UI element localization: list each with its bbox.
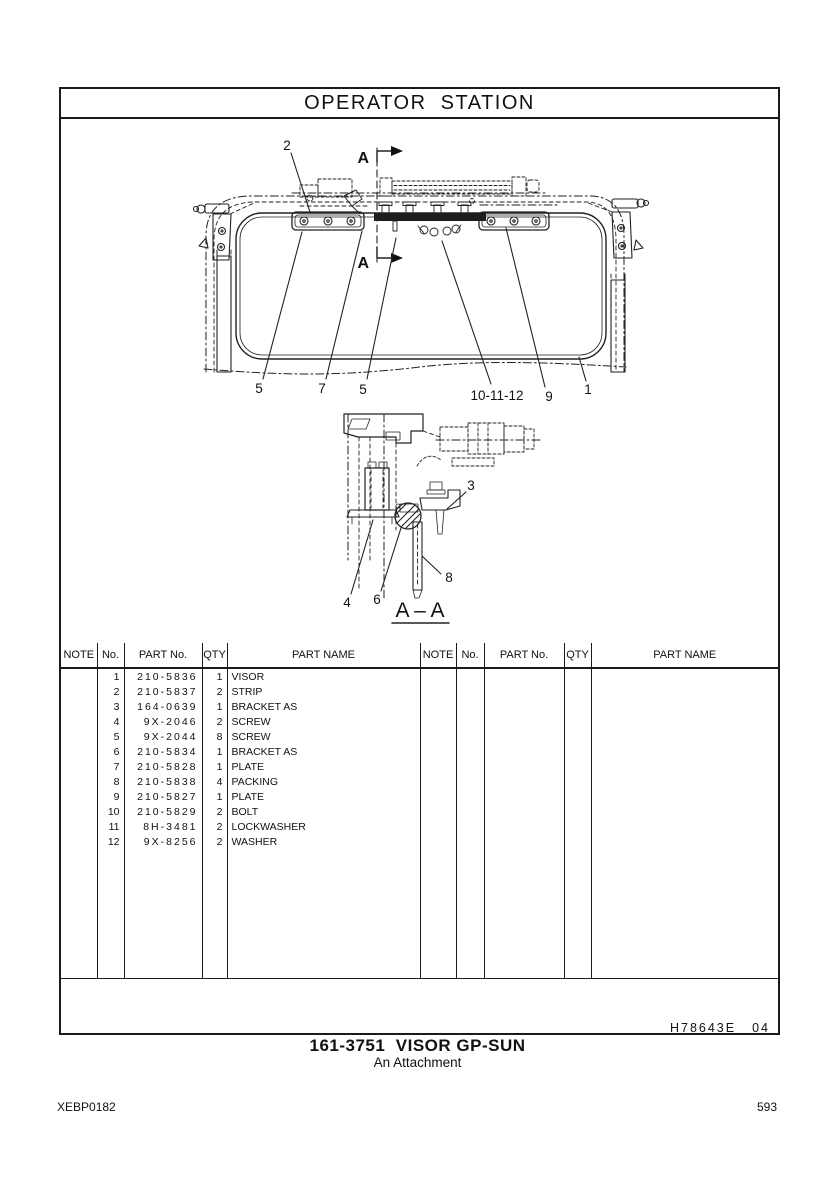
table-filler-row: [61, 849, 778, 979]
hatch-band-right: [611, 280, 625, 372]
table-header-row: [61, 643, 778, 668]
drawing-revision: 04: [752, 1021, 770, 1035]
table-row: 8 210-5838 4 PACKING: [61, 774, 778, 789]
section-view-a-a: [343, 414, 540, 623]
section-line: [357, 146, 403, 272]
table-row: 6 210-5834 1 BRACKET AS: [61, 744, 778, 759]
table-row: 10 210-5829 2 BOLT: [61, 804, 778, 819]
callout-1: 1: [584, 382, 592, 397]
drawing-code-number: H78643E: [669, 1021, 737, 1035]
visor-outline: [236, 213, 606, 359]
page-number: 593: [756, 1100, 777, 1114]
callouts-main: [255, 138, 592, 404]
header-qty-right: QTY: [564, 643, 591, 668]
callout-3: 3: [467, 478, 475, 493]
callout-5-mid: 5: [359, 382, 367, 397]
callout-7: 7: [318, 381, 326, 396]
header-partno-left: PART No.: [124, 643, 202, 668]
section-marker-a-bottom: A: [357, 255, 369, 272]
strip-left: [292, 212, 364, 230]
mirror-bracket-right: [588, 199, 649, 258]
table-row: 1 210-5836 1 VISOR: [61, 668, 778, 684]
page-caption: [59, 1036, 776, 1070]
page-title: OPERATOR STATION: [304, 91, 535, 114]
cab-phantom-outline: [206, 196, 624, 372]
callout-10-11-12: 10-11-12: [470, 388, 524, 403]
cab-inner-outline: [214, 202, 616, 372]
callout-6: 6: [373, 592, 381, 607]
mounting-rail: [374, 202, 486, 236]
header-no-right: No.: [456, 643, 484, 668]
table-row: 4 9X-2046 2 SCREW: [61, 714, 778, 729]
cab-front-view: [194, 138, 649, 404]
assembly-diagram: [60, 119, 779, 643]
table-row: 5 9X-2044 8 SCREW: [61, 729, 778, 744]
visor-inner-line: [240, 217, 602, 355]
section-title: A – A: [395, 599, 445, 622]
wiper-motor-section: [417, 423, 540, 466]
table-row: 3 164-0639 1 BRACKET AS: [61, 699, 778, 714]
header-note-left: NOTE: [61, 643, 97, 668]
bracket-assembly: [347, 462, 400, 524]
table-row: 7 210-5828 1 PLATE: [61, 759, 778, 774]
header-no-left: No.: [97, 643, 124, 668]
header-partname-left: PART NAME: [227, 643, 420, 668]
callout-8: 8: [445, 570, 453, 585]
parts-table: [61, 643, 778, 979]
caption-part-title: 161-3751 VISOR GP-SUN: [309, 1036, 526, 1055]
mirror-bracket-left: [194, 203, 255, 260]
section-marker-a-top: A: [357, 150, 369, 167]
strip-right: [479, 212, 549, 230]
table-row: 11 8H-3481 2 LOCKWASHER: [61, 819, 778, 834]
hatch-band-left: [217, 256, 231, 372]
callout-4: 4: [343, 595, 351, 610]
callout-9: 9: [545, 389, 553, 404]
form-number: XEBP0182: [57, 1100, 116, 1114]
title-band: [59, 87, 780, 119]
mount-bracket-right: [420, 482, 460, 534]
caption-attachment-note: An Attachment: [373, 1055, 462, 1070]
header-partname-right: PART NAME: [591, 643, 778, 668]
callout-5-left: 5: [255, 381, 263, 396]
header-note-right: NOTE: [420, 643, 456, 668]
header-partno-right: PART No.: [484, 643, 564, 668]
callouts-section: [343, 478, 475, 610]
table-row: 12 9X-8256 2 WASHER: [61, 834, 778, 849]
table-row: 9 210-5827 1 PLATE: [61, 789, 778, 804]
callout-2: 2: [283, 138, 291, 153]
packing-plate: [413, 522, 422, 598]
header-qty-left: QTY: [202, 643, 227, 668]
table-row: 2 210-5837 2 STRIP: [61, 684, 778, 699]
